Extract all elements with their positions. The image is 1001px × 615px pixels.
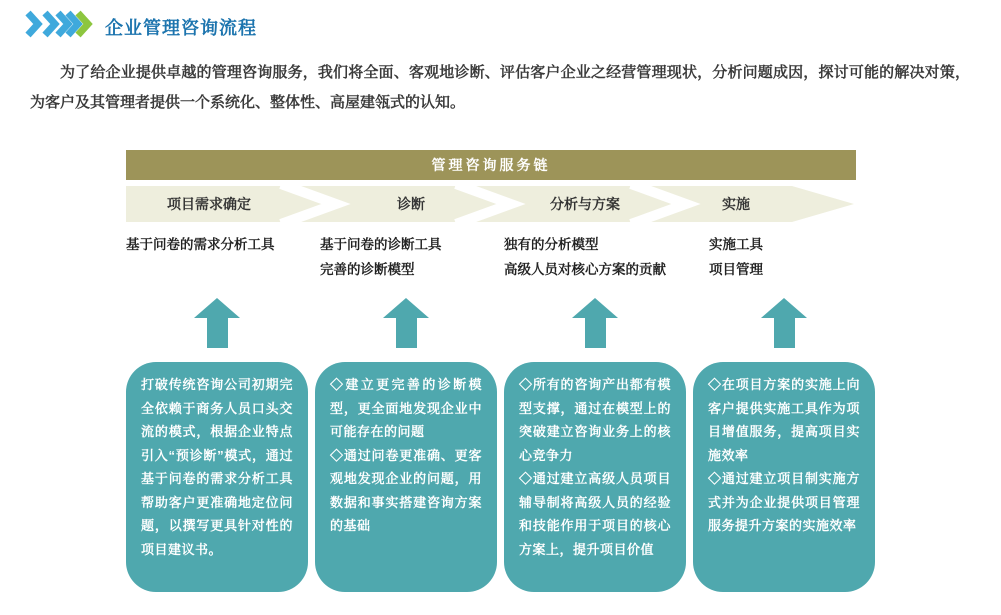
service-chain-banner: 管理咨询服务链 [126, 150, 856, 180]
info-box-paragraph: 打破传统咨询公司初期完全依赖于商务人员口头交流的模式，根据企业特点引入“预诊断”模式，通过基于问卷的需求分析工具帮助客户更准确地定位问题，以撰写更具针对性的项目建议书。 [141, 377, 293, 557]
tool-line: 实施工具 [709, 237, 763, 252]
info-box-diagnosis [315, 362, 497, 592]
step-label-diagnosis: 诊断 [397, 196, 425, 212]
info-box-paragraph: ◇通过问卷更准确、更客观地发现企业的问题，用数据和事实搭建咨询方案的基础 [330, 447, 482, 533]
process-band [126, 186, 856, 222]
info-box-implementation [693, 362, 875, 592]
chevrons-icon [25, 10, 93, 43]
info-box-analysis [504, 362, 686, 592]
tool-line: 项目管理 [709, 262, 763, 277]
tool-line: 基于问卷的需求分析工具 [126, 237, 275, 252]
tools-implementation [693, 232, 875, 282]
step-label-requirements: 项目需求确定 [167, 196, 251, 212]
step-label-implementation: 实施 [722, 196, 750, 212]
up-arrow-icon [194, 298, 240, 348]
info-box-paragraph: ◇建立更完善的诊断模型，更全面地发现企业中可能存在的问题 [330, 377, 482, 439]
tool-line: 高级人员对核心方案的贡献 [504, 262, 666, 277]
info-box-paragraph: ◇在项目方案的实施上向客户提供实施工具作为项目增值服务，提高项目实施效率 [708, 377, 860, 463]
up-arrow-icon [572, 298, 618, 348]
boxes-row [126, 362, 876, 592]
page-title: 企业管理咨询流程 [105, 17, 257, 38]
intro-paragraph: 为了给企业提供卓越的管理咨询服务，我们将全面、客观地诊断、评估客户企业之经营管理现状，分析问题成因，探讨可能的解决对策，为客户及其管理者提供一个系统化、整体性、高屋建瓴式的认知。 [30, 64, 970, 111]
service-chain [126, 150, 876, 592]
tool-line: 完善的诊断模型 [320, 262, 415, 277]
arrows-row [126, 298, 876, 348]
step-label-analysis: 分析与方案 [550, 196, 620, 212]
info-box-paragraph: ◇所有的咨询产出都有模型支撑，通过在模型上的突破建立咨询业务上的核心竞争力 [519, 377, 671, 463]
up-arrow-icon [761, 298, 807, 348]
tools-analysis [504, 232, 686, 282]
info-box-requirements [126, 362, 308, 592]
info-box-paragraph: ◇通过建立高级人员项目辅导制将高级人员的经验和技能作用于项目的核心方案上，提升项目价值 [519, 471, 671, 557]
info-box-paragraph: ◇通过建立项目制实施方式并为企业提供项目管理服务提升方案的实施效率 [708, 471, 860, 533]
tools-row [126, 232, 876, 282]
page-header [25, 10, 257, 43]
tool-line: 基于问卷的诊断工具 [320, 237, 442, 252]
up-arrow-icon [383, 298, 429, 348]
tool-line: 独有的分析模型 [504, 237, 599, 252]
tools-requirements [126, 232, 308, 282]
tools-diagnosis [315, 232, 497, 282]
